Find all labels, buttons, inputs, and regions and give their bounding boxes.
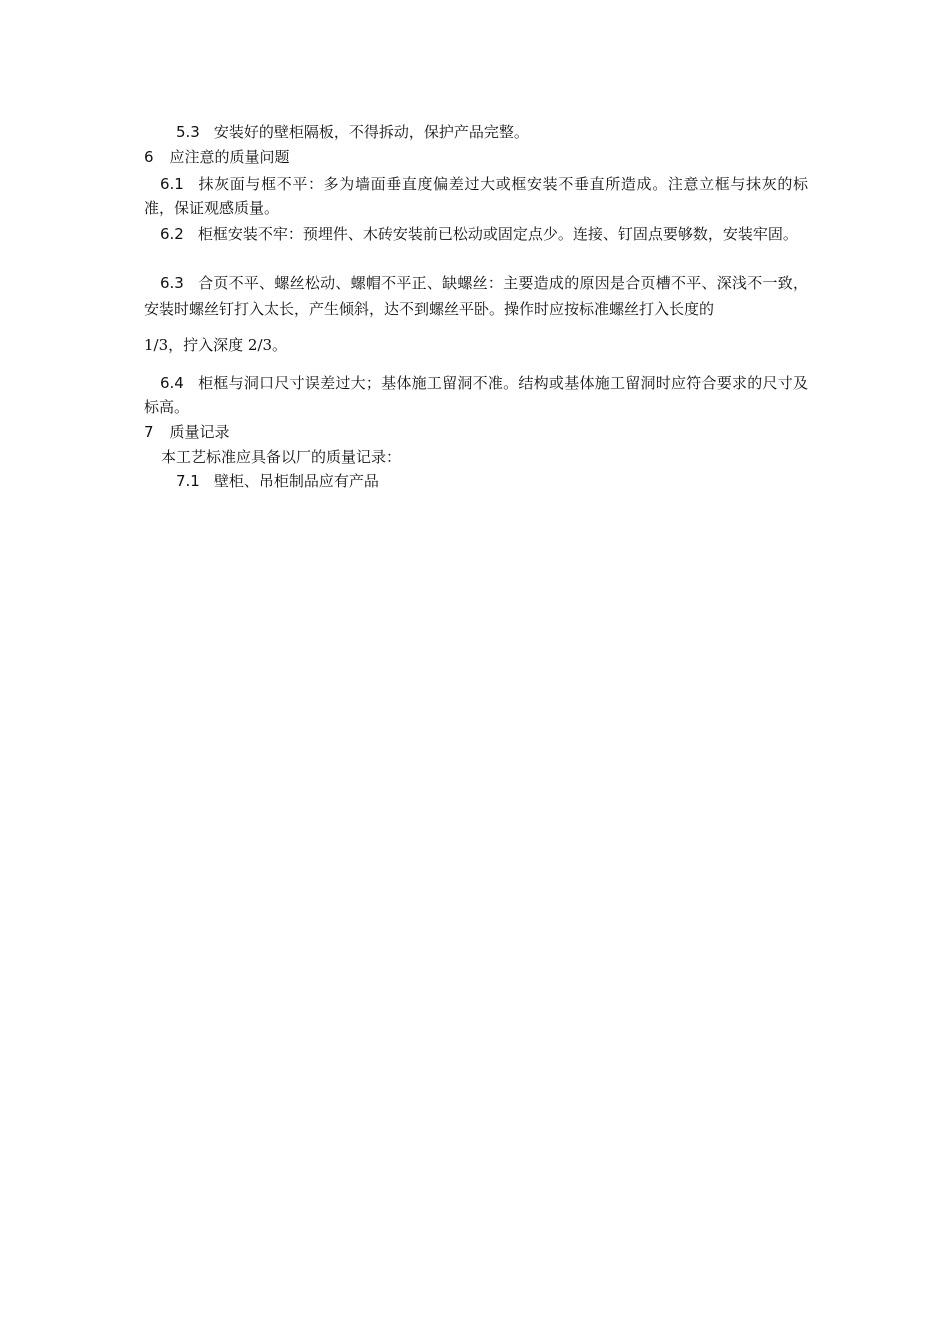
- heading-6: [144, 146, 290, 168]
- section-text: 柜框安装不牢：预埋件、木砖安装前已松动或固定点少。连接、钉固点要够数，安装牢固。: [197, 225, 798, 243]
- section-5-3: [176, 121, 529, 143]
- section-6-2: [144, 222, 808, 246]
- section-6-3: [144, 270, 808, 322]
- section-number: 6.3: [160, 274, 184, 292]
- section-number: 5.3: [176, 123, 200, 141]
- section-text: 抹灰面与框不平：多为墙面垂直度偏差过大或框安装不垂直所造成。注意立框与抹灰的标准，保证观感质量。: [144, 175, 808, 217]
- section-6-1: [144, 172, 808, 220]
- section-text: 合页不平、螺丝松动、螺帽不平正、缺螺丝：主要造成的原因是合页槽不平、深浅不一致，安装时螺丝钉打入太长，产生倾斜，达不到螺丝平卧。操作时应按标准螺丝打入长度的: [144, 274, 808, 318]
- section-text: 柜框与洞口尺寸误差过大；基体施工留洞不准。结构或基体施工留洞时应符合要求的尺寸及标高。: [144, 374, 808, 416]
- section-6-4: [144, 371, 808, 419]
- heading-title: 质量记录: [169, 423, 230, 441]
- intro-text: 本工艺标准应具备以厂的质量记录：: [161, 448, 402, 466]
- heading-number: 7: [144, 423, 154, 441]
- section-number: 6.2: [160, 225, 184, 243]
- section-number: 6.1: [160, 175, 184, 193]
- section-text: 1/3，拧入深度 2/3。: [144, 336, 288, 354]
- section-number: 7.1: [176, 472, 200, 490]
- section-number: 6.4: [160, 374, 184, 392]
- section-text: 安装好的壁柜隔板，不得拆动，保护产品完整。: [213, 123, 529, 141]
- section-6-3-continuation: [144, 334, 287, 356]
- heading-title: 应注意的质量问题: [169, 148, 290, 166]
- section-7-1: [176, 470, 379, 492]
- heading-7: [144, 421, 230, 443]
- section-text: 壁柜、吊柜制品应有产品: [213, 472, 379, 490]
- section-7-intro: [161, 446, 401, 468]
- heading-number: 6: [144, 148, 154, 166]
